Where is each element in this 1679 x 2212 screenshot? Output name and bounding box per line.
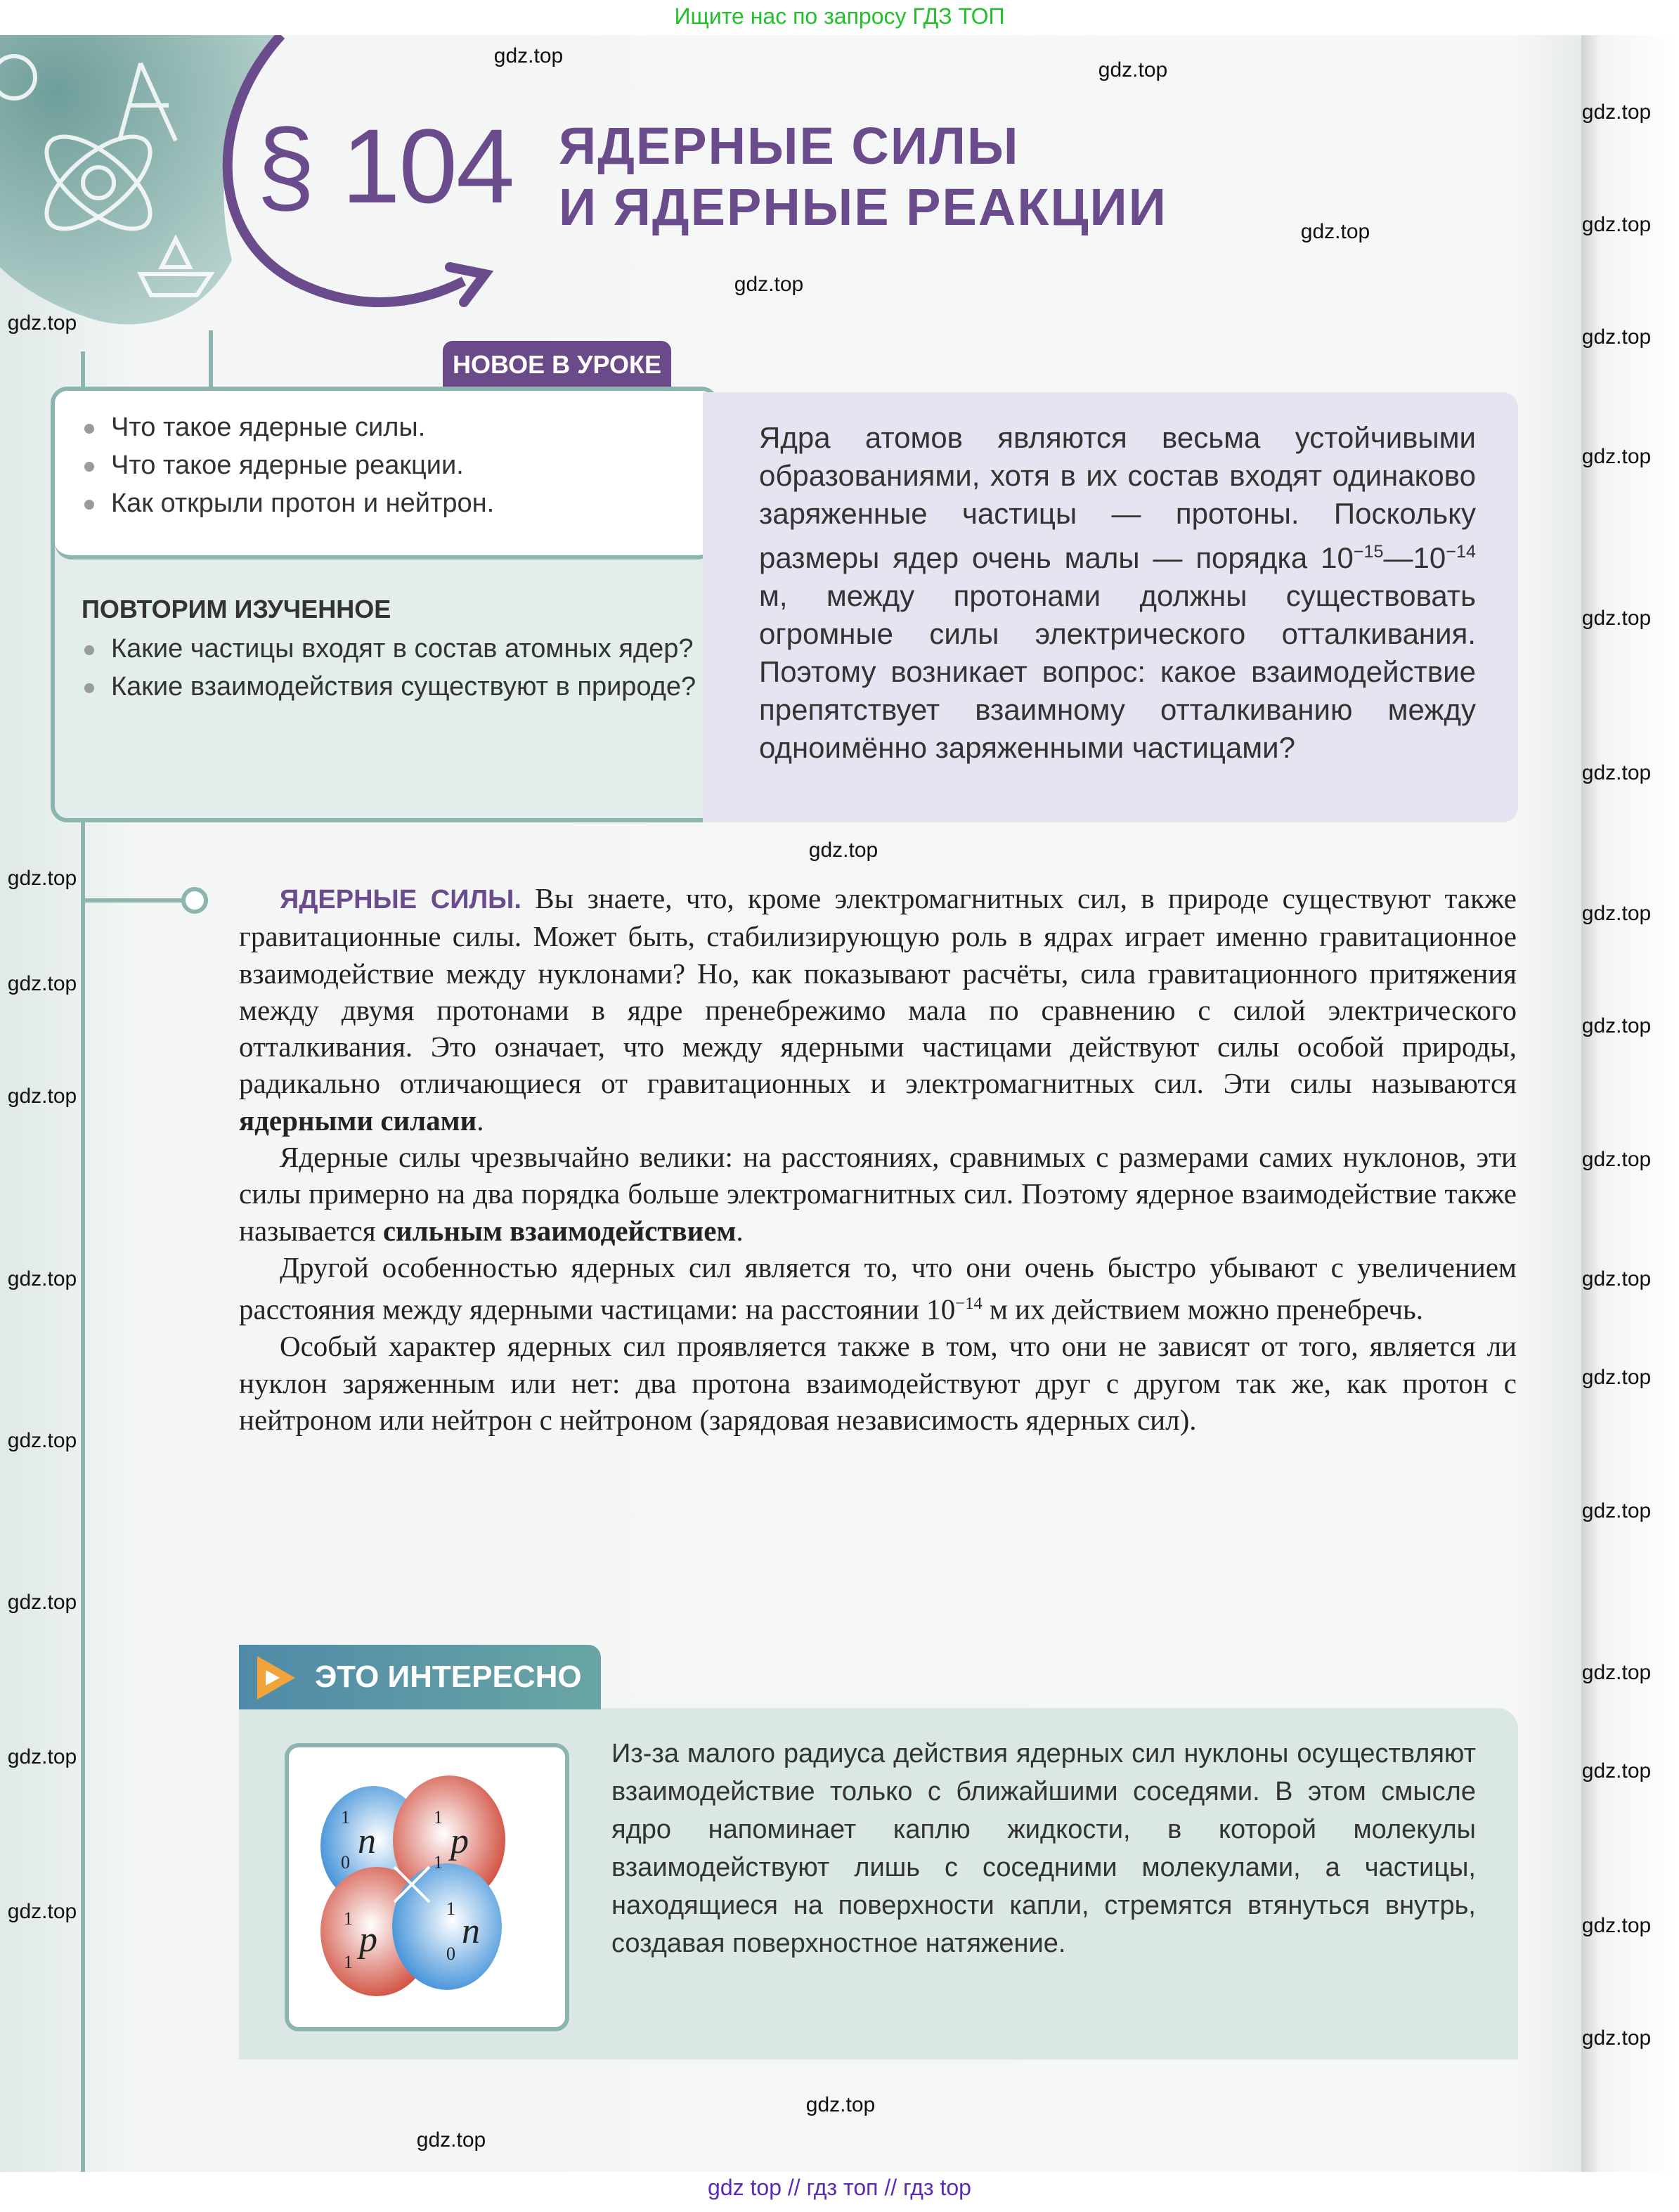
watermark-text: gdz.top [7,1085,77,1108]
new-in-lesson-tab: НОВОЕ В УРОКЕ [443,341,671,389]
watermark-text: gdz.top [1581,1014,1652,1037]
paragraph-number: § 104 [257,107,514,225]
watermark-text: gdz.top [1581,1661,1652,1684]
watermark-text: gdz.top [1300,220,1370,243]
watermark-text: gdz.top [7,1900,77,1923]
interesting-label: ЭТО ИНТЕРЕСНО [315,1660,582,1694]
nucleon-mass: 1 [341,1807,350,1828]
nucleon-symbol: n [462,1911,480,1951]
text-paragraph [239,880,1517,1139]
list-item: Что такое ядерные силы. [69,408,700,446]
play-arrow-icon [252,1653,301,1702]
watermark-text: gdz.top [1581,1499,1652,1522]
watermark-text: gdz.top [493,44,564,67]
watermark-text: gdz.top [1581,761,1652,784]
watermark-text: gdz.top [7,311,77,335]
watermark-text: gdz.top [805,2093,876,2116]
watermark-text: gdz.top [1581,2026,1652,2050]
text-run: Особый характер ядерных сил проявляется также в том, что они не зависят от того, является ли нуклон заряженным или нет: два протона взаимодействуют друг с другом так же, как протон с нейтроном или нейтрон с нейтроном (зарядовая независимость ядерных сил). [239,1330,1517,1436]
list-item: Как открыли протон и нейтрон. [69,484,700,522]
watermark-text: gdz.top [1581,902,1652,925]
nucleon-mass: 1 [344,1908,353,1929]
nucleon-charge: 1 [434,1852,443,1873]
text-paragraph [239,1249,1517,1328]
intro-question-box [703,392,1518,822]
list-item: Что такое ядерные реакции. [69,446,700,484]
review-title: ПОВТОРИМ ИЗУЧЕННОЕ [82,595,391,623]
watermark-text: gdz.top [7,1745,77,1768]
new-in-lesson-panel [55,391,714,560]
lesson-summary-box [51,387,718,822]
nucleon-symbol: p [359,1920,377,1960]
watermark-text: gdz.top [7,1429,77,1452]
watermark-text: gdz.top [7,972,77,995]
watermark-text: gdz.top [7,1591,77,1614]
watermark-text: gdz.top [1581,1267,1652,1291]
watermark-text: gdz.top [1581,325,1652,349]
watermark-text: gdz.top [1581,607,1652,630]
exponent: −14 [955,1294,983,1314]
nucleon-mass: 1 [446,1899,455,1919]
watermark-text: gdz.top [7,867,77,890]
exponent: −14 [1446,542,1476,562]
nucleus-drop-image [289,1747,565,2027]
interesting-tab [239,1645,601,1709]
watermark-text: gdz.top [1581,1148,1652,1171]
key-term: сильным взаимодействием [382,1214,737,1247]
text-run: м их действием можно пренебречь. [982,1293,1423,1326]
watermark-text: gdz.top [7,1267,77,1291]
nucleon-charge: 0 [341,1852,350,1873]
watermark-text: gdz.top [1581,101,1652,124]
nucleon-charge: 0 [446,1943,455,1964]
text-run: Ядерные силы чрезвычайно велики: на расстояниях, сравнимых с размерами самих нуклонов, эти силы примерно на два порядка больше электромагнитных сил. Поэтому ядерное взаимодействие также называется [239,1141,1517,1247]
key-term: ядерными силами [239,1104,477,1137]
text-run: м, между протонами должны существовать огромные силы электрического отталкивания. Поэтому возникает вопрос: какое взаимодействие препятствует взаимному отталкиванию между одноимённо заряженными частицами? [759,579,1476,764]
watermark-text: gdz.top [1581,445,1652,468]
nucleon-symbol: p [450,1821,469,1861]
watermark-text: gdz.top [1581,213,1652,236]
watermark-text: gdz.top [1098,58,1168,82]
review-list [69,630,701,706]
text-run: Вы знаете, что, кроме электромагнитных сил, в природе существуют также гравитационные силы. Может быть, стабилизирующую роль в ядрах играет именно гравитационное взаимодействие между нуклонами? Но, как показывают расчёты, сила гравитационного притяжения между двумя протонами в ядре пренебрежимо мала по сравнению с силой электрического отталкивания. Это означает, что между ядерными частицами действуют силы особой природы, радикально отличающиеся от гравитационных и электромагнитных сил. Эти силы называются [239,882,1517,1100]
nucleon-symbol: n [358,1821,376,1861]
text-paragraph [239,1139,1517,1249]
nucleus-illustration [285,1743,569,2031]
nucleon-mass: 1 [434,1807,443,1828]
watermark-text: gdz.top [734,273,804,296]
text-run: —10 [1383,541,1446,574]
text-paragraph [239,1328,1517,1438]
interesting-text: Из-за малого радиуса действия ядерных сил нуклоны осуществляют взаимодействие только с ближайшими соседями. В этом смысле ядро напоминает каплю жидкости, в которой молекулы взаимодействуют лишь с соседними молекулами, а частицы, находящиеся на поверхности капли, стремятся втянуться внутрь, создавая поверхностное натяжение. [611,1739,1476,1958]
timeline-marker [181,887,208,914]
intro-text [759,419,1476,767]
watermark-text: gdz.top [808,839,879,862]
exponent: −15 [1353,542,1384,562]
watermark-text: gdz.top [416,2128,486,2152]
list-item: Какие взаимодействия существуют в природе? [69,668,701,706]
top-banner: Ищите нас по запросу ГДЗ ТОП [0,0,1679,35]
page-title-line2: И ЯДЕРНЫЕ РЕАКЦИИ [559,178,1167,236]
new-in-lesson-list [55,391,714,522]
bottom-banner: gdz top // гдз топ // гдз top [0,2172,1679,2212]
text-run: Другой особенностью ядерных сил является то, что они очень быстро убывают с увеличением расстояния между ядерными частицами: на расстоянии 10 [239,1250,1517,1326]
page-title-line1: ЯДЕРНЫЕ СИЛЫ [559,117,1020,175]
watermark-text: gdz.top [1581,1759,1652,1783]
section-heading: ЯДЕРНЫЕ СИЛЫ. [280,885,521,914]
text-run: Ядра атомов являются весьма устойчивыми образованиями, хотя в их состав входят одинаково заряженные частицы — протоны. Поскольку размеры ядер очень малы — порядка 10 [759,421,1476,574]
list-item: Какие частицы входят в состав атомных ядер? [69,630,701,668]
timeline-branch [81,898,186,903]
watermark-text: gdz.top [1581,1366,1652,1389]
nucleon-charge: 1 [344,1952,353,1972]
page-edge [1581,35,1679,2172]
watermark-text: gdz.top [1581,1914,1652,1937]
text-run: . [477,1104,484,1137]
text-run: . [736,1214,744,1247]
main-text [239,880,1517,1438]
